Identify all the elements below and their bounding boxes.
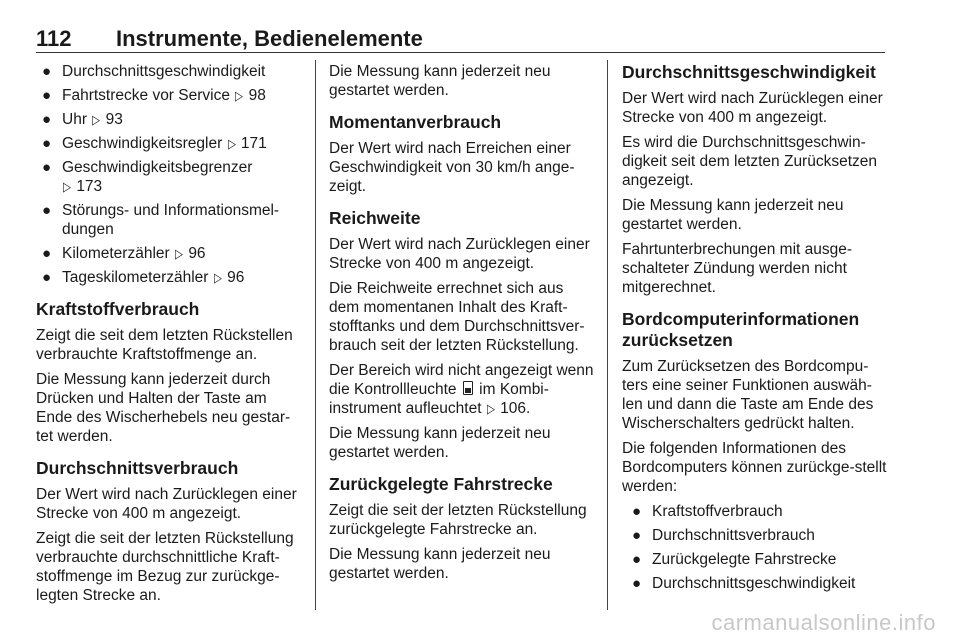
reference-arrow-icon: ▷ bbox=[63, 179, 71, 194]
reference-arrow-icon: ▷ bbox=[175, 246, 183, 261]
paragraph: Fahrtunterbrechungen mit ausge-schalteter Zündung werden nicht mitgerechnet. bbox=[622, 241, 853, 296]
paragraph: Zeigt die seit dem letzten Rückstellen verbrauchte Kraftstoffmenge an. bbox=[36, 327, 293, 363]
column-divider bbox=[607, 60, 608, 610]
paragraph: Es wird die Durchschnittsgeschwin-digkeit seit dem letzten Zurücksetzen angezeigt. bbox=[622, 134, 878, 189]
paragraph: Die Messung kann jederzeit durch Drücken und Halten der Taste am Ende des Wischerhebels neu gestar-tet werden. bbox=[36, 371, 291, 445]
list-item: ● Uhr ▷ 93 bbox=[42, 111, 123, 128]
paragraph: Der Wert wird nach Zurücklegen einer Strecke von 400 m angezeigt. bbox=[329, 236, 590, 272]
paragraph: Zeigt die seit der letzten Rückstellung zurückgelegte Fahrstrecke an. bbox=[329, 502, 587, 538]
list-item: ● Zurückgelegte Fahrstrecke bbox=[632, 551, 837, 568]
list-item: ● Geschwindigkeitsregler ▷ 171 bbox=[42, 135, 267, 152]
section-heading-reichweite: Reichweite bbox=[329, 208, 421, 228]
reference-arrow-icon: ▷ bbox=[213, 270, 222, 285]
section-heading-momentanverbrauch: Momentanverbrauch bbox=[329, 112, 502, 132]
page-title: Instrumente, Bedienelemente bbox=[116, 26, 423, 51]
list-item: ● Tageskilometerzähler ▷ 96 bbox=[42, 269, 245, 286]
paragraph: Der Wert wird nach Erreichen einer Geschwindigkeit von 30 km/h ange-zeigt. bbox=[329, 140, 575, 195]
section-heading-durchschnittsgeschwindigkeit: Durchschnittsgeschwindigkeit bbox=[622, 62, 876, 82]
list-item: ● Fahrtstrecke vor Service ▷ 98 bbox=[42, 87, 266, 104]
section-heading-durchschnittsverbrauch: Durchschnittsverbrauch bbox=[36, 458, 239, 478]
paragraph: Die Messung kann jederzeit neu gestartet werden. bbox=[329, 425, 551, 461]
reference-arrow-icon: ▷ bbox=[486, 401, 495, 416]
column-3 bbox=[622, 62, 888, 599]
page-reference[interactable]: ▷ 173 bbox=[63, 178, 103, 195]
list-item: ● Kilometerzähler ▷ 96 bbox=[42, 245, 206, 262]
page-reference[interactable]: ▷ 98 bbox=[235, 87, 266, 104]
section-heading-kraftstoffverbrauch: Kraftstoffverbrauch bbox=[36, 299, 200, 319]
page-reference[interactable]: ▷ 96 bbox=[213, 269, 245, 286]
page-reference[interactable]: ▷ 171 bbox=[227, 135, 267, 152]
paragraph: Der Wert wird nach Zurücklegen einer Strecke von 400 m angezeigt. bbox=[622, 90, 883, 126]
list-item: ● Kraftstoffverbrauch bbox=[632, 503, 783, 520]
column-2 bbox=[329, 62, 594, 589]
list-item: ● Geschwindigkeitsbegrenzer ▷ 173 bbox=[42, 159, 253, 195]
page-header bbox=[36, 22, 885, 53]
paragraph: Der Wert wird nach Zurücklegen einer Strecke von 400 m angezeigt. bbox=[36, 486, 297, 522]
page-reference[interactable]: ▷ 96 bbox=[175, 245, 206, 262]
list-item: ● Störungs- und Informationsmel-dungen bbox=[42, 202, 280, 238]
reset-list bbox=[622, 502, 888, 593]
paragraph: Zum Zurücksetzen des Bordcompu-ters eine seiner Funktionen auswäh-len und dann die Taste am Ende des Wischerschalters gedrückt halten. bbox=[622, 358, 874, 432]
reference-arrow-icon: ▷ bbox=[92, 112, 101, 127]
paragraph: Die Reichweite errechnet sich aus dem momentanen Inhalt des Kraft-stofftanks und dem Durchschnittsver-brauch seit der letzten Rückstellung. bbox=[329, 280, 585, 354]
section-heading-zurueckgelegte-fahrstrecke: Zurückgelegte Fahrstrecke bbox=[329, 474, 553, 494]
column-1 bbox=[36, 62, 304, 611]
paragraph: Die Messung kann jederzeit neu gestartet werden. bbox=[329, 546, 551, 582]
column-divider bbox=[315, 60, 316, 610]
page-reference[interactable]: ▷ 106. bbox=[486, 400, 531, 417]
reference-arrow-icon: ▷ bbox=[235, 88, 244, 103]
list-item: ● Durchschnittsgeschwindigkeit bbox=[42, 63, 266, 80]
page-number: 112 bbox=[36, 26, 72, 51]
paragraph: Die folgenden Informationen des Bordcomputers können zurückge-stellt werden: bbox=[622, 440, 887, 495]
feature-list bbox=[36, 62, 304, 287]
watermark: carmanualsonline.info bbox=[711, 610, 936, 635]
fuel-warning-lamp-icon bbox=[463, 381, 473, 395]
paragraph: Der Bereich wird nicht angezeigt wenn die Kontrollleuchte im Kombi-instrument aufleuchtet ▷ 106. bbox=[329, 362, 594, 417]
paragraph: Die Messung kann jederzeit neu gestartet werden. bbox=[622, 197, 844, 233]
section-heading-bordcomputer-zuruecksetzen: Bordcomputerinformationen zurücksetzen bbox=[622, 309, 860, 350]
page-reference[interactable]: ▷ 93 bbox=[92, 111, 123, 128]
paragraph: Zeigt die seit der letzten Rückstellung verbrauchte durchschnittliche Kraft-stoffmenge im Bezug zur zurückge-legten Strecke an. bbox=[36, 530, 294, 604]
list-item: ● Durchschnittsgeschwindigkeit bbox=[632, 575, 856, 592]
paragraph: Die Messung kann jederzeit neu gestartet werden. bbox=[329, 63, 551, 99]
list-item: ● Durchschnittsverbrauch bbox=[632, 527, 815, 544]
reference-arrow-icon: ▷ bbox=[227, 136, 236, 151]
